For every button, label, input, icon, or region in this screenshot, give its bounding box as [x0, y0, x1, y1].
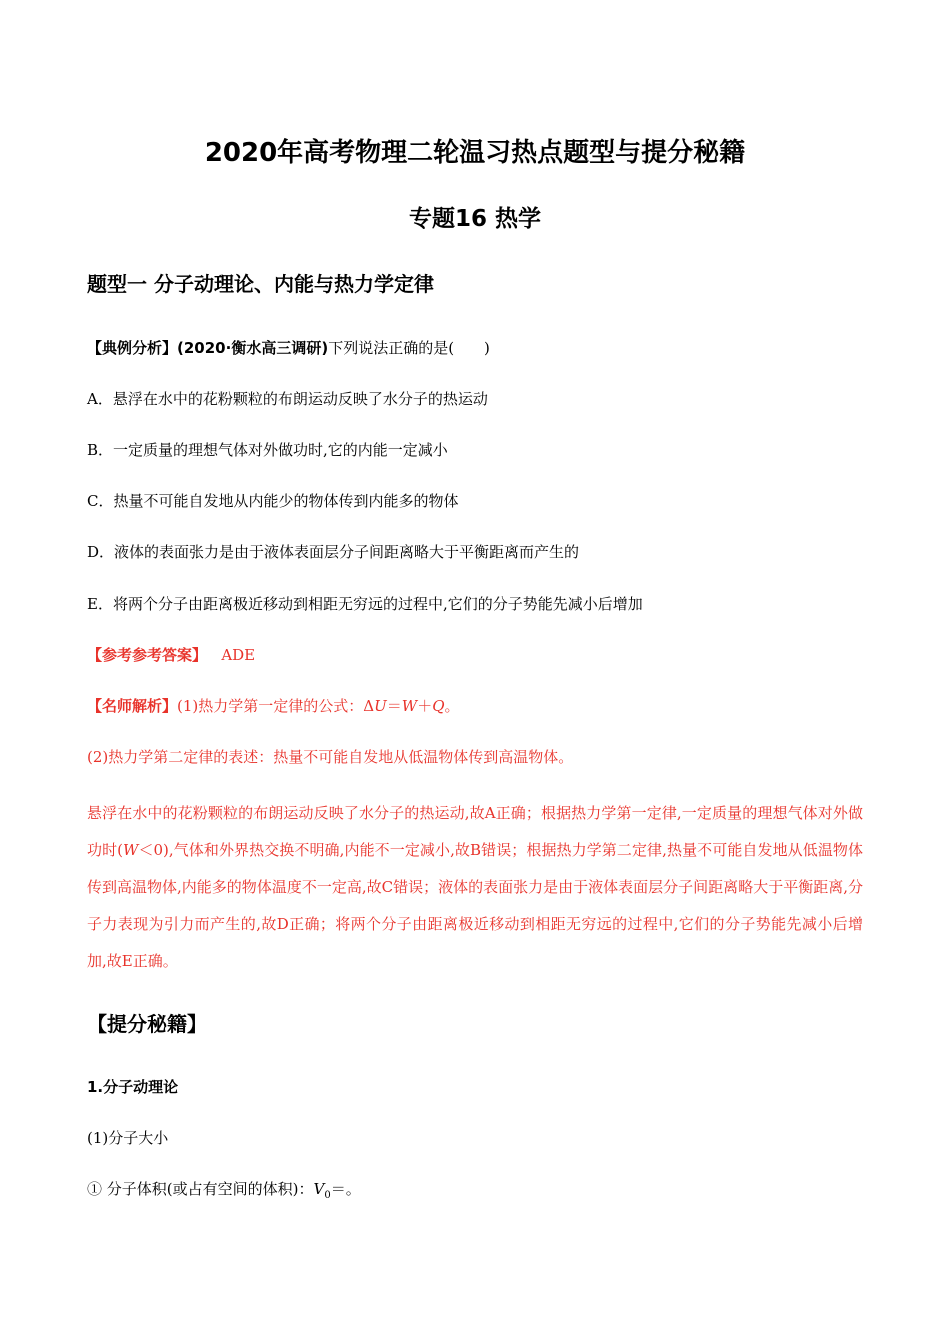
example-question-text: 下列说法正确的是( ) [328, 339, 490, 357]
analysis-para-w: W [123, 841, 139, 859]
tips-item-2: (1)分子大小 [87, 1129, 169, 1147]
analysis-formula-intro: (1)热力学第一定律的公式：Δ [177, 697, 375, 715]
analysis-line-2: (2)热力学第二定律的表述：热量不可能自发地从低温物体传到高温物体。 [87, 748, 574, 766]
tips-item-1: 1.分子动理论 [87, 1078, 179, 1096]
tips-item-3-v: V [313, 1180, 325, 1198]
example-tag: 【典例分析】 [87, 339, 178, 357]
formula-end: 。 [444, 697, 460, 715]
analysis-para-part2: ＜0),气体和外界热交换不明确,内能不一定减小,故B错误；根据热力学第二定律,热量不可能自发地从低温物体传到高温物体,内能多的物体温度不一定高,故C错误；液体的表面张力是由于液体表面层分子间距离略大于平衡距离,分子力表现为引力而产生的,故D正确；将两个分子由距离极近移动到相距无穷远的过程中,它们的分子势能先减小后增加,故E正确。 [87, 841, 863, 970]
option-e: E．将两个分子由距离极近移动到相距无穷远的过程中,它们的分子势能先减小后增加 [87, 595, 643, 613]
section-heading: 题型一 分子动理论、内能与热力学定律 [87, 272, 434, 296]
tips-item-3 [87, 1179, 361, 1206]
tips-item-3-suffix: ＝。 [330, 1180, 361, 1198]
option-b: B．一定质量的理想气体对外做功时,它的内能一定减小 [87, 441, 448, 459]
formula-w: W [401, 697, 418, 715]
analysis-para-part1: 悬浮在水中的花粉颗粒的布朗运动反映了水分子的热运动,故A正确；根据热力学第一定律,一定质量的理想气体对外做功时( [87, 804, 863, 859]
example-source: (2020·衡水高三调研) [177, 339, 329, 357]
formula-plus: ＋ [417, 697, 433, 715]
tips-item-3-sub: 0 [324, 1190, 331, 1201]
answer-value: ADE [221, 646, 256, 664]
formula-eq: ＝ [386, 697, 402, 715]
tips-heading: 【提分秘籍】 [87, 1012, 207, 1036]
analysis-tag: 【名师解析】 [87, 697, 178, 715]
option-a: A．悬浮在水中的花粉颗粒的布朗运动反映了水分子的热运动 [87, 390, 488, 408]
document-subtitle: 专题16 热学 [408, 206, 541, 232]
analysis-line-1 [87, 696, 460, 716]
option-d: D．液体的表面张力是由于液体表面层分子间距离略大于平衡距离而产生的 [87, 543, 580, 561]
document-title: 2020年高考物理二轮温习热点题型与提分秘籍 [204, 138, 746, 168]
answer-line [87, 645, 255, 665]
option-c: C．热量不可能自发地从内能少的物体传到内能多的物体 [87, 492, 459, 510]
answer-tag: 【参考参考答案】 [87, 646, 208, 664]
formula-q: Q [432, 697, 445, 715]
formula-u: U [374, 697, 387, 715]
tips-item-3-prefix: ① 分子体积(或占有空间的体积)： [87, 1180, 314, 1198]
example-question [87, 338, 490, 358]
analysis-paragraph [87, 795, 863, 980]
